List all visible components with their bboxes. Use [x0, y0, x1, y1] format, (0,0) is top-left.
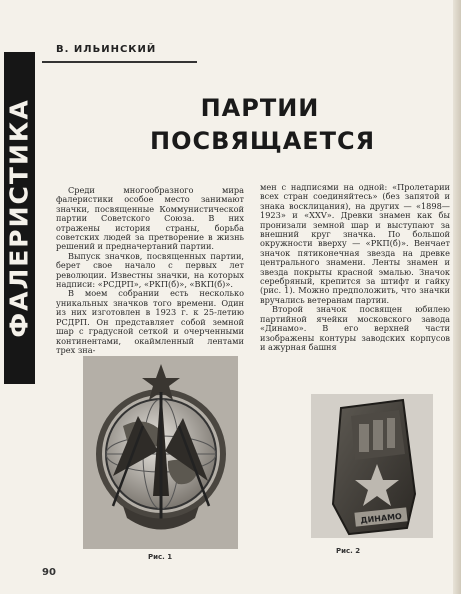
- paragraph: В моем собрании есть несколько уникальных значков того времени. Один из них изготовлен в 1923 г. к 25-летию РСДРП. Он представляет собой земной шар с градусной сеткой и очерченными континентами, окаймленный лентами трех зна-: [56, 288, 244, 355]
- badge-inscription: ДИНАМО: [360, 511, 403, 526]
- page-edge: [453, 0, 461, 594]
- figure-1-caption: Рис. 1: [148, 553, 173, 561]
- figure-2-caption: Рис. 2: [336, 547, 361, 555]
- badge-photo-2: [311, 394, 433, 538]
- globe-badge-image: [83, 356, 238, 549]
- text-column-left: [56, 185, 244, 355]
- article-title-line2: ПОСВЯЩАЕТСЯ: [150, 127, 376, 155]
- page-number: 90: [42, 567, 56, 578]
- section-band-label: ФАЛЕРИСТИКА: [4, 98, 34, 338]
- paragraph: мен с надписями на одной: «Пролетарии всех стран соединяйтесь» (без запятой и знака восклицания), на других — «1898—1923» и «XXV». Древки знамен как бы пронизали земной шар и выступают за внешний круг значка. По большой окружности вверху — «РКП(б)». Венчает значок пятиконечная звезда на древке центрального знамени. Ленты знамен и звезда покрыты красной эмалью. Значок серебряный, крепится за штифт и гайку (рис. 1). Можно предположить, что значки вручались ветеранам партии.: [260, 182, 450, 305]
- dinamo-badge-image: [311, 394, 433, 538]
- paragraph: Второй значок посвящен юбилею партийной ячейки московского завода «Динамо». В его верхней части изображены контуры заводских корпусов и ажурная башня: [260, 304, 450, 352]
- paragraph: Выпуск значков, посвященных партии, берет свое начало с первых лет революции. Известны значки, на которых надписи: «РСДРП», «РКП(б)», «ВКП(б)».: [56, 250, 244, 290]
- author-rule: [42, 61, 197, 63]
- text-column-right: [260, 182, 450, 352]
- article-title-line1: ПАРТИИ: [200, 94, 320, 122]
- paragraph: Среди многообразного мира фалеристики особое место занимают значки, посвященные Коммунистической партии Советского Союза. В них отражены история страны, борьба советских людей за претворение в жизнь решений и предначертаний партии.: [56, 185, 244, 252]
- badge-photo-1: [83, 356, 238, 549]
- author-name: В. ИЛЬИНСКИЙ: [56, 44, 157, 55]
